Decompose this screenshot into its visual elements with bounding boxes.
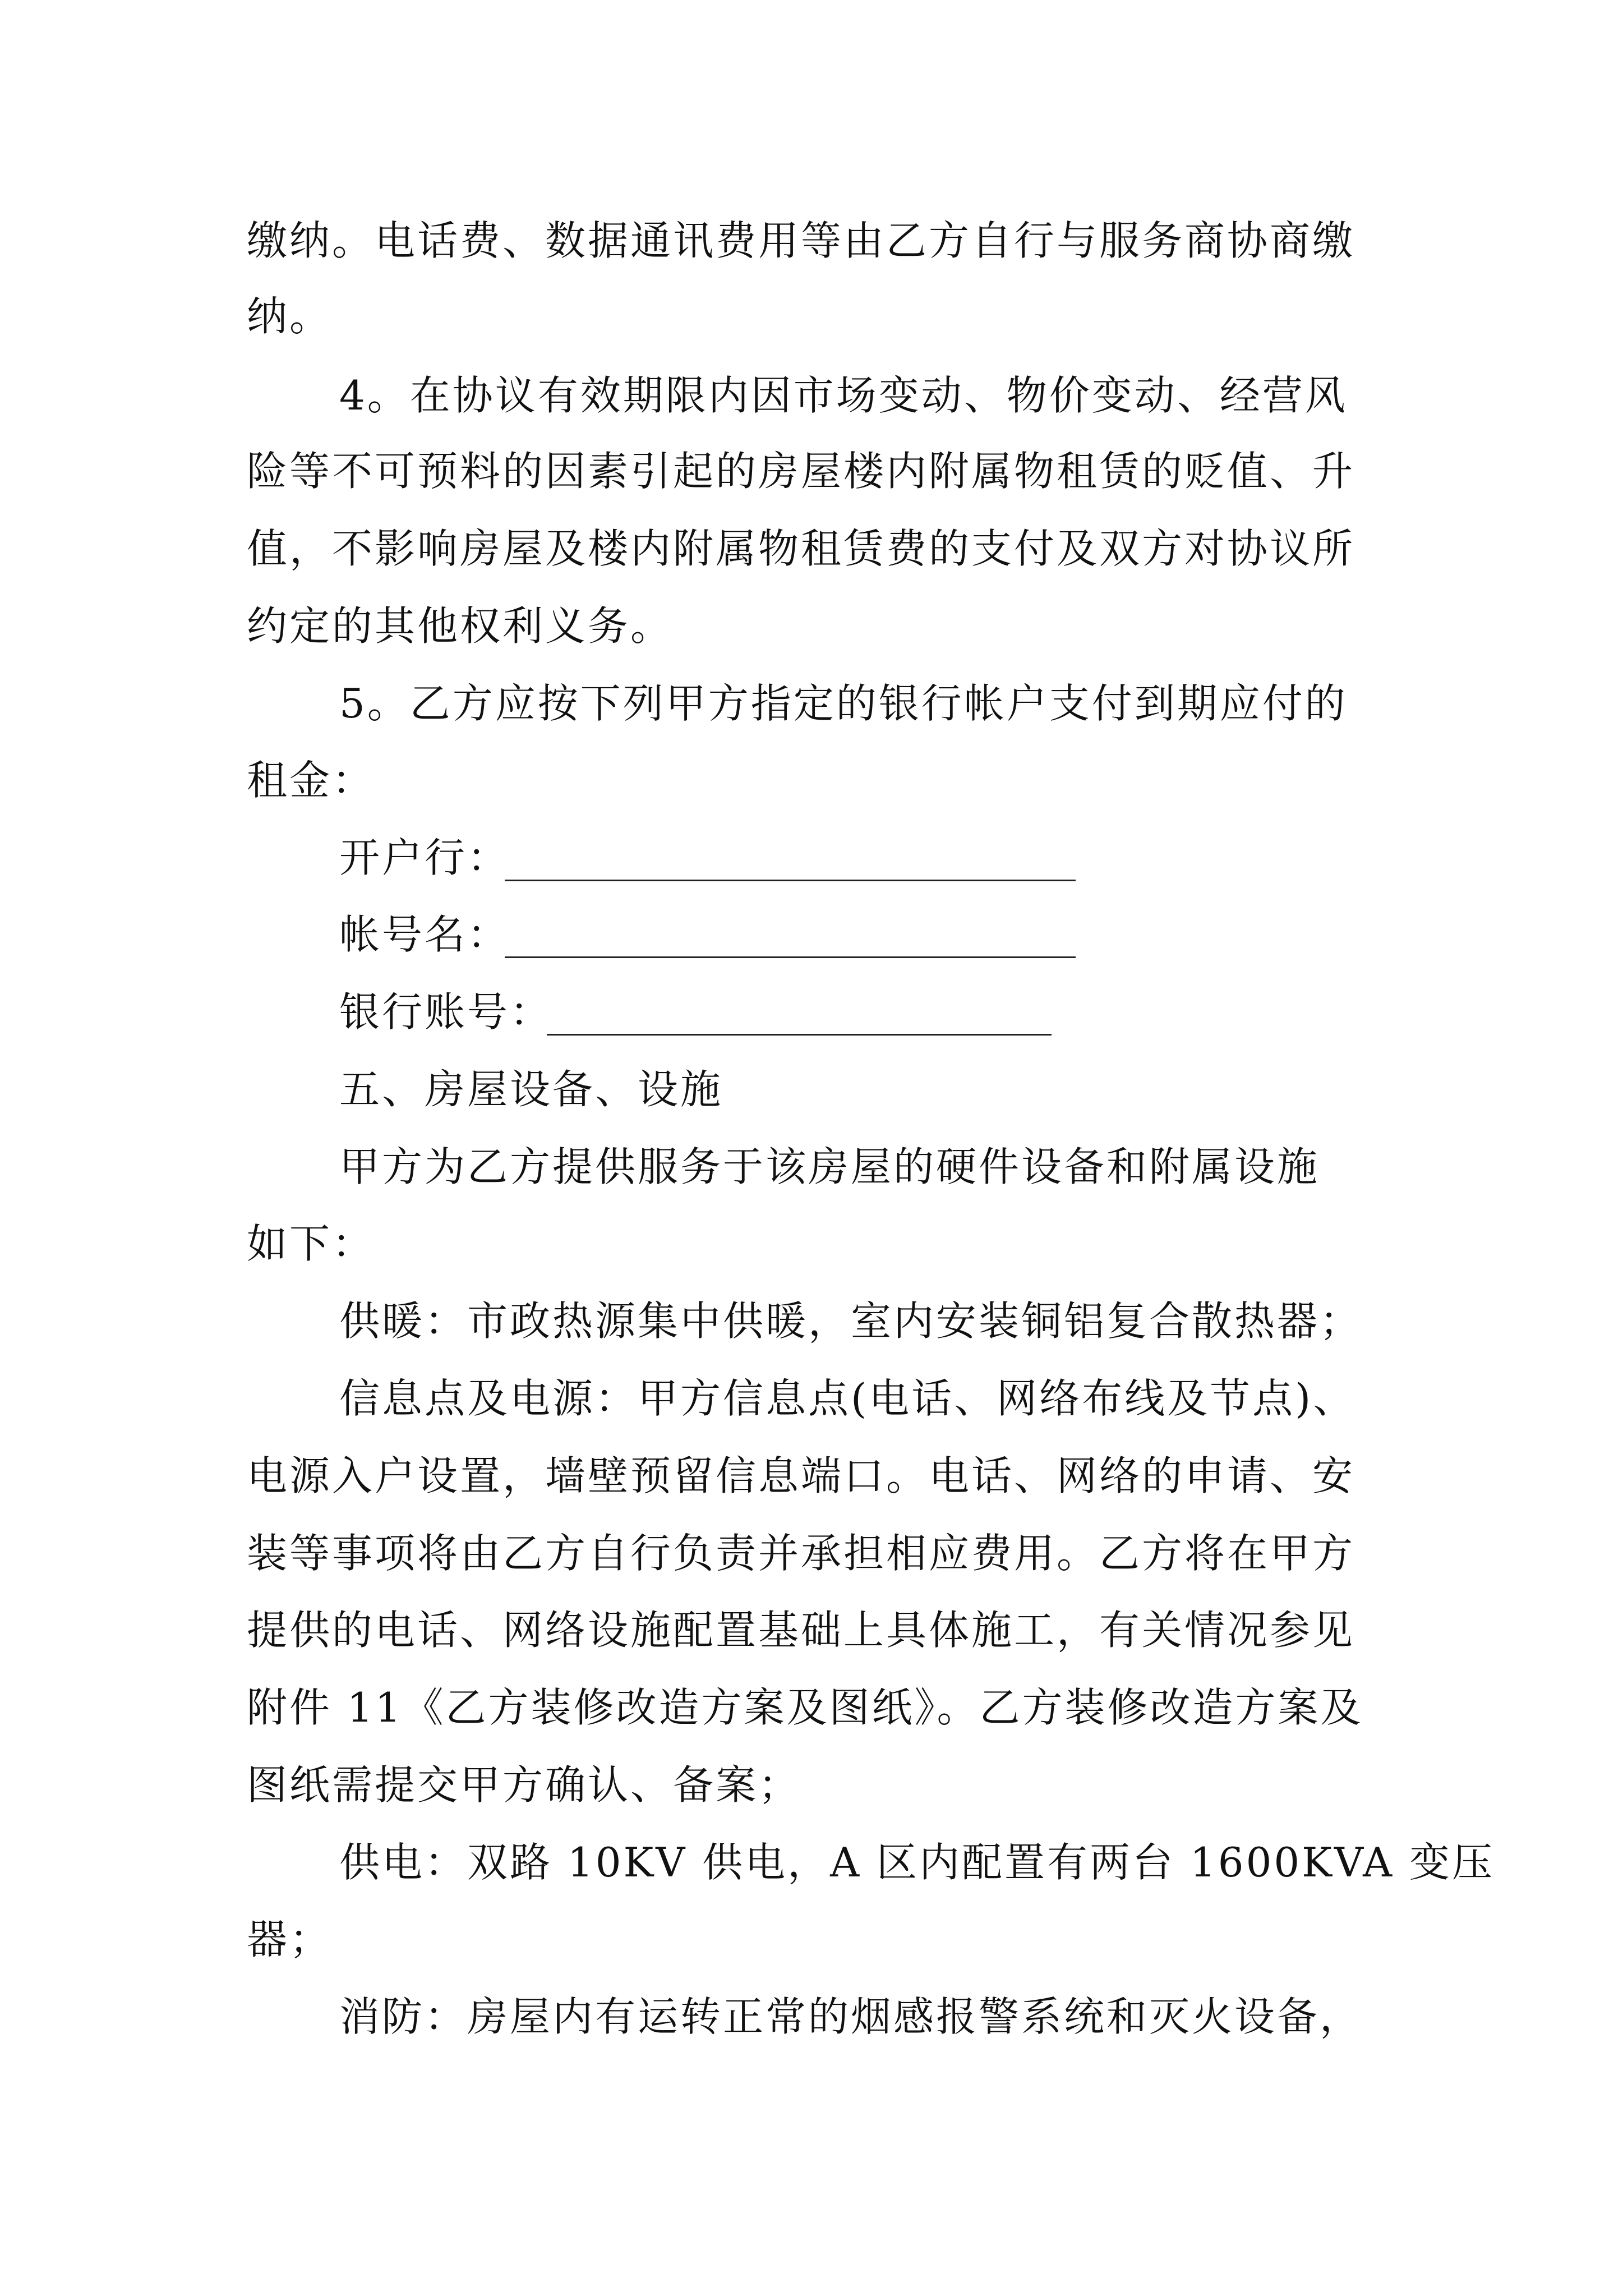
paragraph-line: 甲方为乙方提供服务于该房屋的硬件设备和附属设施 [339,1143,1320,1190]
bank-name-blank [505,880,1076,881]
paragraph-line: 提供的电话、网络设施配置基础上具体施工，有关情况参见 [247,1607,1355,1654]
paragraph-line: 消防：房屋内有运转正常的烟感报警系统和灭火设备， [339,1993,1363,2040]
paragraph-line: 租金： [247,757,375,804]
paragraph-line: 装等事项将由乙方自行负责并承担相应费用。乙方将在甲方 [247,1530,1355,1577]
paragraph-line: 纳。 [247,293,333,340]
paragraph-line: 值，不影响房屋及楼内附属物租赁费的支付及双方对协议所 [247,525,1355,572]
paragraph-line: 电源入户设置，墙壁预留信息端口。电话、网络的申请、安 [247,1452,1355,1499]
paragraph-line: 约定的其他权利义务。 [247,602,674,650]
account-name-label: 帐号名： [339,911,510,958]
bank-name-label: 开户行： [339,834,510,881]
account-number-blank [547,1034,1052,1036]
paragraph-line: 险等不可预料的因素引起的房屋楼内附属物租赁的贬值、升 [247,448,1355,495]
paragraph-line: 如下： [247,1220,375,1267]
paragraph-line: 缴纳。电话费、数据通讯费用等由乙方自行与服务商协商缴 [247,217,1355,264]
paragraph-line: 供暖：市政热源集中供暖，室内安装铜铝复合散热器； [339,1297,1363,1345]
paragraph-line: 5。乙方应按下列甲方指定的银行帐户支付到期应付的 [339,680,1348,727]
paragraph-line: 图纸需提交甲方确认、备案； [247,1761,801,1809]
paragraph-line: 信息点及电源：甲方信息点(电话、网络布线及节点)、 [339,1375,1356,1422]
account-name-blank [505,956,1076,958]
paragraph-line: 4。在协议有效期限内因市场变动、物价变动、经营风 [339,372,1348,419]
section-heading: 五、房屋设备、设施 [339,1066,723,1113]
account-number-label: 银行账号： [339,988,553,1036]
paragraph-line: 器； [247,1916,333,1963]
paragraph-line: 附件 11《乙方装修改造方案及图纸》。乙方装修改造方案及 [247,1684,1363,1731]
paragraph-line: 供电：双路 10KV 供电，A 区内配置有两台 1600KVA 变压 [339,1839,1495,1886]
